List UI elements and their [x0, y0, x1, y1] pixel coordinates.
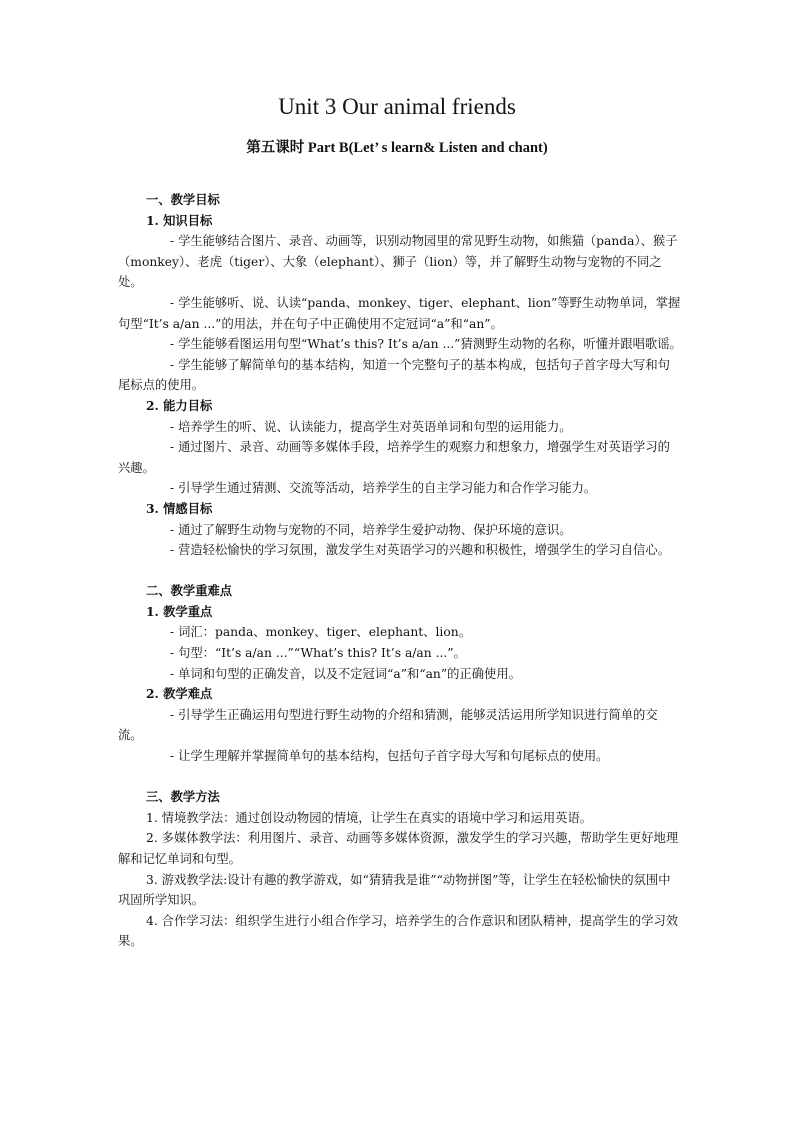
section-heading-methods: 三、教学方法 [146, 789, 220, 805]
subheading-knowledge-goals: 1. 知识目标 [146, 212, 213, 228]
document-subtitle: 第五课时 Part B(Let’ s learn& Listen and chant) [246, 140, 548, 156]
list-item: - 引导学生正确运用句型进行野生动物的介绍和猜测，能够灵活运用所学知识进行简单的交流。 [118, 707, 658, 743]
section-heading-key-points: 二、教学重难点 [146, 583, 233, 599]
section-spacer [118, 561, 682, 582]
list-item: 1. 情境教学法：通过创设动物园的情境，让学生在真实的语境中学习和运用英语。 [146, 810, 593, 825]
subheading-teaching-difficulty: 2. 教学难点 [146, 686, 213, 702]
document-body [118, 190, 682, 952]
list-item: - 学生能够看图运用句型“What’s this? It’s a/an ...”猜测野生动物的名称，听懂并跟唱歌谣。 [170, 337, 682, 352]
list-item: - 学生能够听、说、认读“panda、monkey、tiger、elephant、lion”等野生动物单词，掌握句型“It’s a/an ...”的用法，并在句子中正确使用不定冠词“a”和“an”。 [118, 295, 681, 331]
list-item: - 培养学生的听、说、认读能力，提高学生对英语单词和句型的运用能力。 [170, 419, 572, 434]
section-spacer [118, 767, 682, 788]
list-item: - 营造轻松愉快的学习氛围，激发学生对英语学习的兴趣和积极性，增强学生的学习自信心。 [170, 543, 670, 558]
list-item: 4. 合作学习法：组织学生进行小组合作学习，培养学生的合作意识和团队精神，提高学生的学习效果。 [118, 913, 679, 949]
list-item: - 单词和句型的正确发音，以及不定冠词“a”和“an”的正确使用。 [170, 666, 521, 681]
list-item: - 通过了解野生动物与宠物的不同，培养学生爱护动物、保护环境的意识。 [170, 522, 572, 537]
list-item: - 让学生理解并掌握简单句的基本结构，包括句子首字母大写和句尾标点的使用。 [170, 749, 609, 764]
section-heading-goals: 一、教学目标 [146, 192, 220, 207]
list-item: 2. 多媒体教学法：利用图片、录音、动画等多媒体资源，激发学生的学习兴趣，帮助学生更好地理解和记忆单词和句型。 [118, 831, 679, 866]
list-item: - 句型：“It’s a/an ...”“What’s this? It’s a/an ...”。 [170, 646, 466, 661]
list-item: - 引导学生通过猜测、交流等活动，培养学生的自主学习能力和合作学习能力。 [170, 481, 597, 496]
list-item: - 学生能够了解简单句的基本结构，知道一个完整句子的基本构成，包括句子首字母大写和句尾标点的使用。 [118, 357, 670, 393]
subheading-emotion-goals: 3. 情感目标 [146, 500, 213, 516]
list-item: - 通过图片、录音、动画等多媒体手段，培养学生的观察力和想象力，增强学生对英语学习的兴趣。 [118, 440, 670, 475]
list-item: 3. 游戏教学法:设计有趣的教学游戏，如“猜猜我是谁”“动物拼图”等，让学生在轻松愉快的氛围中巩固所学知识。 [118, 872, 671, 908]
subheading-ability-goals: 2. 能力目标 [146, 397, 213, 413]
list-item: - 学生能够结合图片、录音、动画等，识别动物园里的常见野生动物，如熊猫（panda）、猴子（monkey）、老虎（tiger）、大象（elephant）、狮子（lion）等，并了解野生动物与宠物的不同之处。 [118, 234, 678, 290]
list-item: - 词汇：panda、monkey、tiger、elephant、lion。 [170, 625, 471, 640]
subheading-teaching-focus: 1. 教学重点 [146, 603, 213, 619]
document-title: Unit 3 Our animal friends [278, 94, 516, 119]
